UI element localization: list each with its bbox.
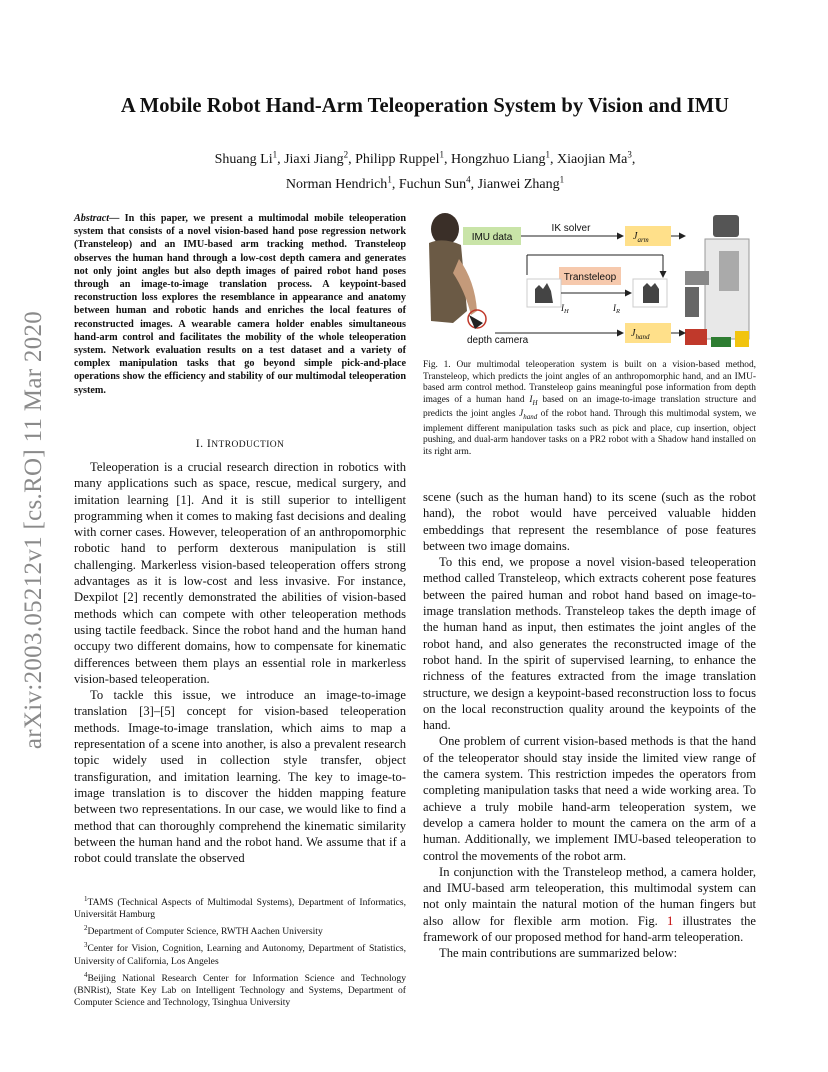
- right-column-body: [423, 489, 756, 962]
- section-heading: I. INTRODUCTION: [195, 436, 285, 450]
- abstract-text: — In this paper, we present a multimodal mobile teleoperation system that consists of a novel vision-based hand pose regression network (Transteleop) and an IMU-based arm tracking method. Transteleop observes the human hand through a low-cost depth camera and generates not only joint angles but also depth images of paired robot hand poses through an image-to-image translation process. A keypoint-based reconstruction loss explores the resemblance in appearance and anatomy between human and robotic hands and enriches the local features of reconstructed images. A wearable camera holder enables simultaneous hand-arm control and facilitates the mobility of the whole teleoperation system. Network evaluation results on a test dataset and a variety of complex manipulation tasks that go beyond simple pick-and-place operations show the efficiency and stability of our multimodal teleoperation system.: [74, 213, 406, 396]
- arxiv-id-text: arXiv:2003.05212v1 [cs.RO] 11 Mar 2020: [20, 310, 48, 750]
- footnote: $^3$Center for Vision, Cognition, Learning and Autonomy, Department of Statistics, University of California, Los Angeles: [74, 941, 406, 967]
- caption-prefix: Fig. 1.: [423, 360, 451, 370]
- footnote: $^4$Beijing National Research Center for Information Science and Technology (BNRist), State Key Lab on Intelligent Technology and Systems, Department of Computer Science and Technology, Tsinghua University: [74, 970, 406, 1008]
- paragraph: To tackle this issue, we introduce an image-to-image translation [3]–[5] concept for vision-based teleoperation methods. Image-to-image translation, which aims to map a representation of a scene into another, is also a prevalent research topic widely used in collection style transfer, object transfiguration, and imitation learning. The key to image-to-image translation is to discover the hidden mapping feature between two representations. In our case, we would like to find a method that can thoroughly comprehend the kinematic similarity between the human hand and the robot hand. We assume that if a robot could translate the observed: [74, 688, 406, 866]
- ih-label: $I_H$: [561, 303, 569, 315]
- object-yellow: [735, 331, 749, 347]
- paragraph: scene (such as the human hand) to its scene (such as the robot hand), the robot would have perceived valuable hidden embeddings that represent the resemblance of pose features between two image domains.: [423, 490, 756, 553]
- abstract: [74, 212, 406, 397]
- author-list: [120, 144, 730, 195]
- paragraph: One problem of current vision-based methods is that the hand of the teleoperator should stay inside the limited view range of the camera system. This restriction impedes the operators from completing manipulation tasks that need a wide working area. To achieve a truly mobile hand-arm teleoperation system, we develop a camera holder to mount the camera on the arm of a human. Additionally, we implement IMU-based teleoperation to control the movements of the robot arm.: [423, 734, 756, 863]
- author: Jiaxi Jiang$^2$,: [284, 149, 356, 167]
- robot-hand: [685, 287, 699, 317]
- imu-data-label: IMU data: [471, 232, 513, 243]
- ir-label: $I_R$: [613, 303, 620, 315]
- abstract-label: Abstract: [74, 213, 110, 224]
- paragraph: Teleoperation is a crucial research direction in robotics with many applications such as space, rescue, medical surgery, and imitation learning [1]. And it is still superior to intelligent programming when it comes to making fast decisions and dealing with corner cases. However, teleoperation of an anthropomorphic robotic hand to perform dexterous manipulation is still challenging. Markerless vision-based teleoperation offers strong advantages as it is low-cost and less invasive. For instance, Dexpilot [2] recently demonstrated the abilities of vision-based methods which can compete with other teleoperation methods using tactile feedback. Since the robot hand and the human hand occupy two different domains, how to compensate for kinematic differences between them plays an essential role in markerless vision-based teleoperation.: [74, 460, 406, 686]
- author: Jianwei Zhang$^1$: [477, 174, 565, 193]
- paper-title: A Mobile Robot Hand-Arm Teleoperation System by Vision and IMU: [120, 95, 730, 117]
- paragraph: To this end, we propose a novel vision-based teleoperation method called Transteleop, which extracts coherent pose features between the paired human and robot hand based on image-to-image translation methods. Transteleop takes the depth image of the human hand as input, then estimates the joint angles of the robot hand, and also generates the reconstructed image of the robot hand. In the spirit of supervised learning, to enhance the richness of the features extracted from the image translation structure, we design a keypoint-based reconstruction loss to focus on the local reconstruction quality around the keypoints of the hand.: [423, 555, 756, 733]
- paragraph: The main contributions are summarized below:: [439, 946, 678, 961]
- author: Fuchun Sun$^4$,: [398, 174, 478, 193]
- left-column-body: [74, 459, 406, 866]
- footnotes: [74, 893, 406, 1010]
- human-head: [431, 213, 459, 245]
- ih-math: $I_H$: [529, 394, 538, 407]
- jhand-math: $J_{hand}$: [519, 409, 538, 422]
- j-arm-label: $J_{arm}$: [633, 231, 649, 244]
- author: Xiaojian Ma$^3$,: [556, 149, 636, 167]
- figure-1-diagram: [423, 211, 756, 353]
- j-hand-label: $J_{hand}$: [631, 328, 650, 341]
- robot-panel: [719, 251, 739, 291]
- figure-1-link[interactable]: 1: [666, 913, 674, 928]
- footnote: $^1$TAMS (Technical Aspects of Multimodal Systems), Department of Informatics, Universität Hamburg: [74, 895, 406, 921]
- robot-head: [713, 215, 739, 237]
- transteleop-label: Transteleop: [563, 272, 617, 283]
- depth-camera-label: depth camera: [467, 335, 529, 346]
- author: Shuang Li$^1$,: [214, 149, 285, 167]
- paragraph: In conjunction with the Transteleop method, a camera holder, and IMU-based arm teleoperation, this multimodal system can not only maintain the natural motion of the human fingers but also allow for flexible arm motion. Fig. 1 illustrates the framework of our proposed method for hand-arm teleoperation.: [423, 864, 756, 945]
- object-green: [711, 337, 731, 347]
- object-red: [685, 329, 707, 345]
- robot-arm: [685, 271, 709, 285]
- author: Hongzhuo Liang$^1$,: [451, 149, 557, 167]
- author: Norman Hendrich$^1$,: [285, 174, 399, 193]
- figure-1-caption: Fig. 1. Our multimodal teleoperation system is built on a vision-based method, Transteleop, which predicts the joint angles of an anthropomorphic hand, and an IMU-based arm control method. Transteleop gains meaningful pose information from depth images of a human hand $I_H$ based on an image-to-image translation structure and predicts the joint angles $J_{hand}$ of the robot hand. Through this multimodal system, we implement different manipulation tasks such as pick and place, cup insertion, object pushing, and dual-arm handover tasks on a PR2 robot with a Shadow hand installed on its right arm.: [423, 360, 757, 457]
- ik-solver-label: IK solver: [551, 223, 591, 234]
- footnote: $^2$Department of Computer Science, RWTH Aachen University: [84, 924, 323, 938]
- figure-1: [423, 211, 756, 353]
- author: Philipp Ruppel$^1$,: [355, 149, 451, 167]
- arxiv-identifier: [14, 280, 54, 780]
